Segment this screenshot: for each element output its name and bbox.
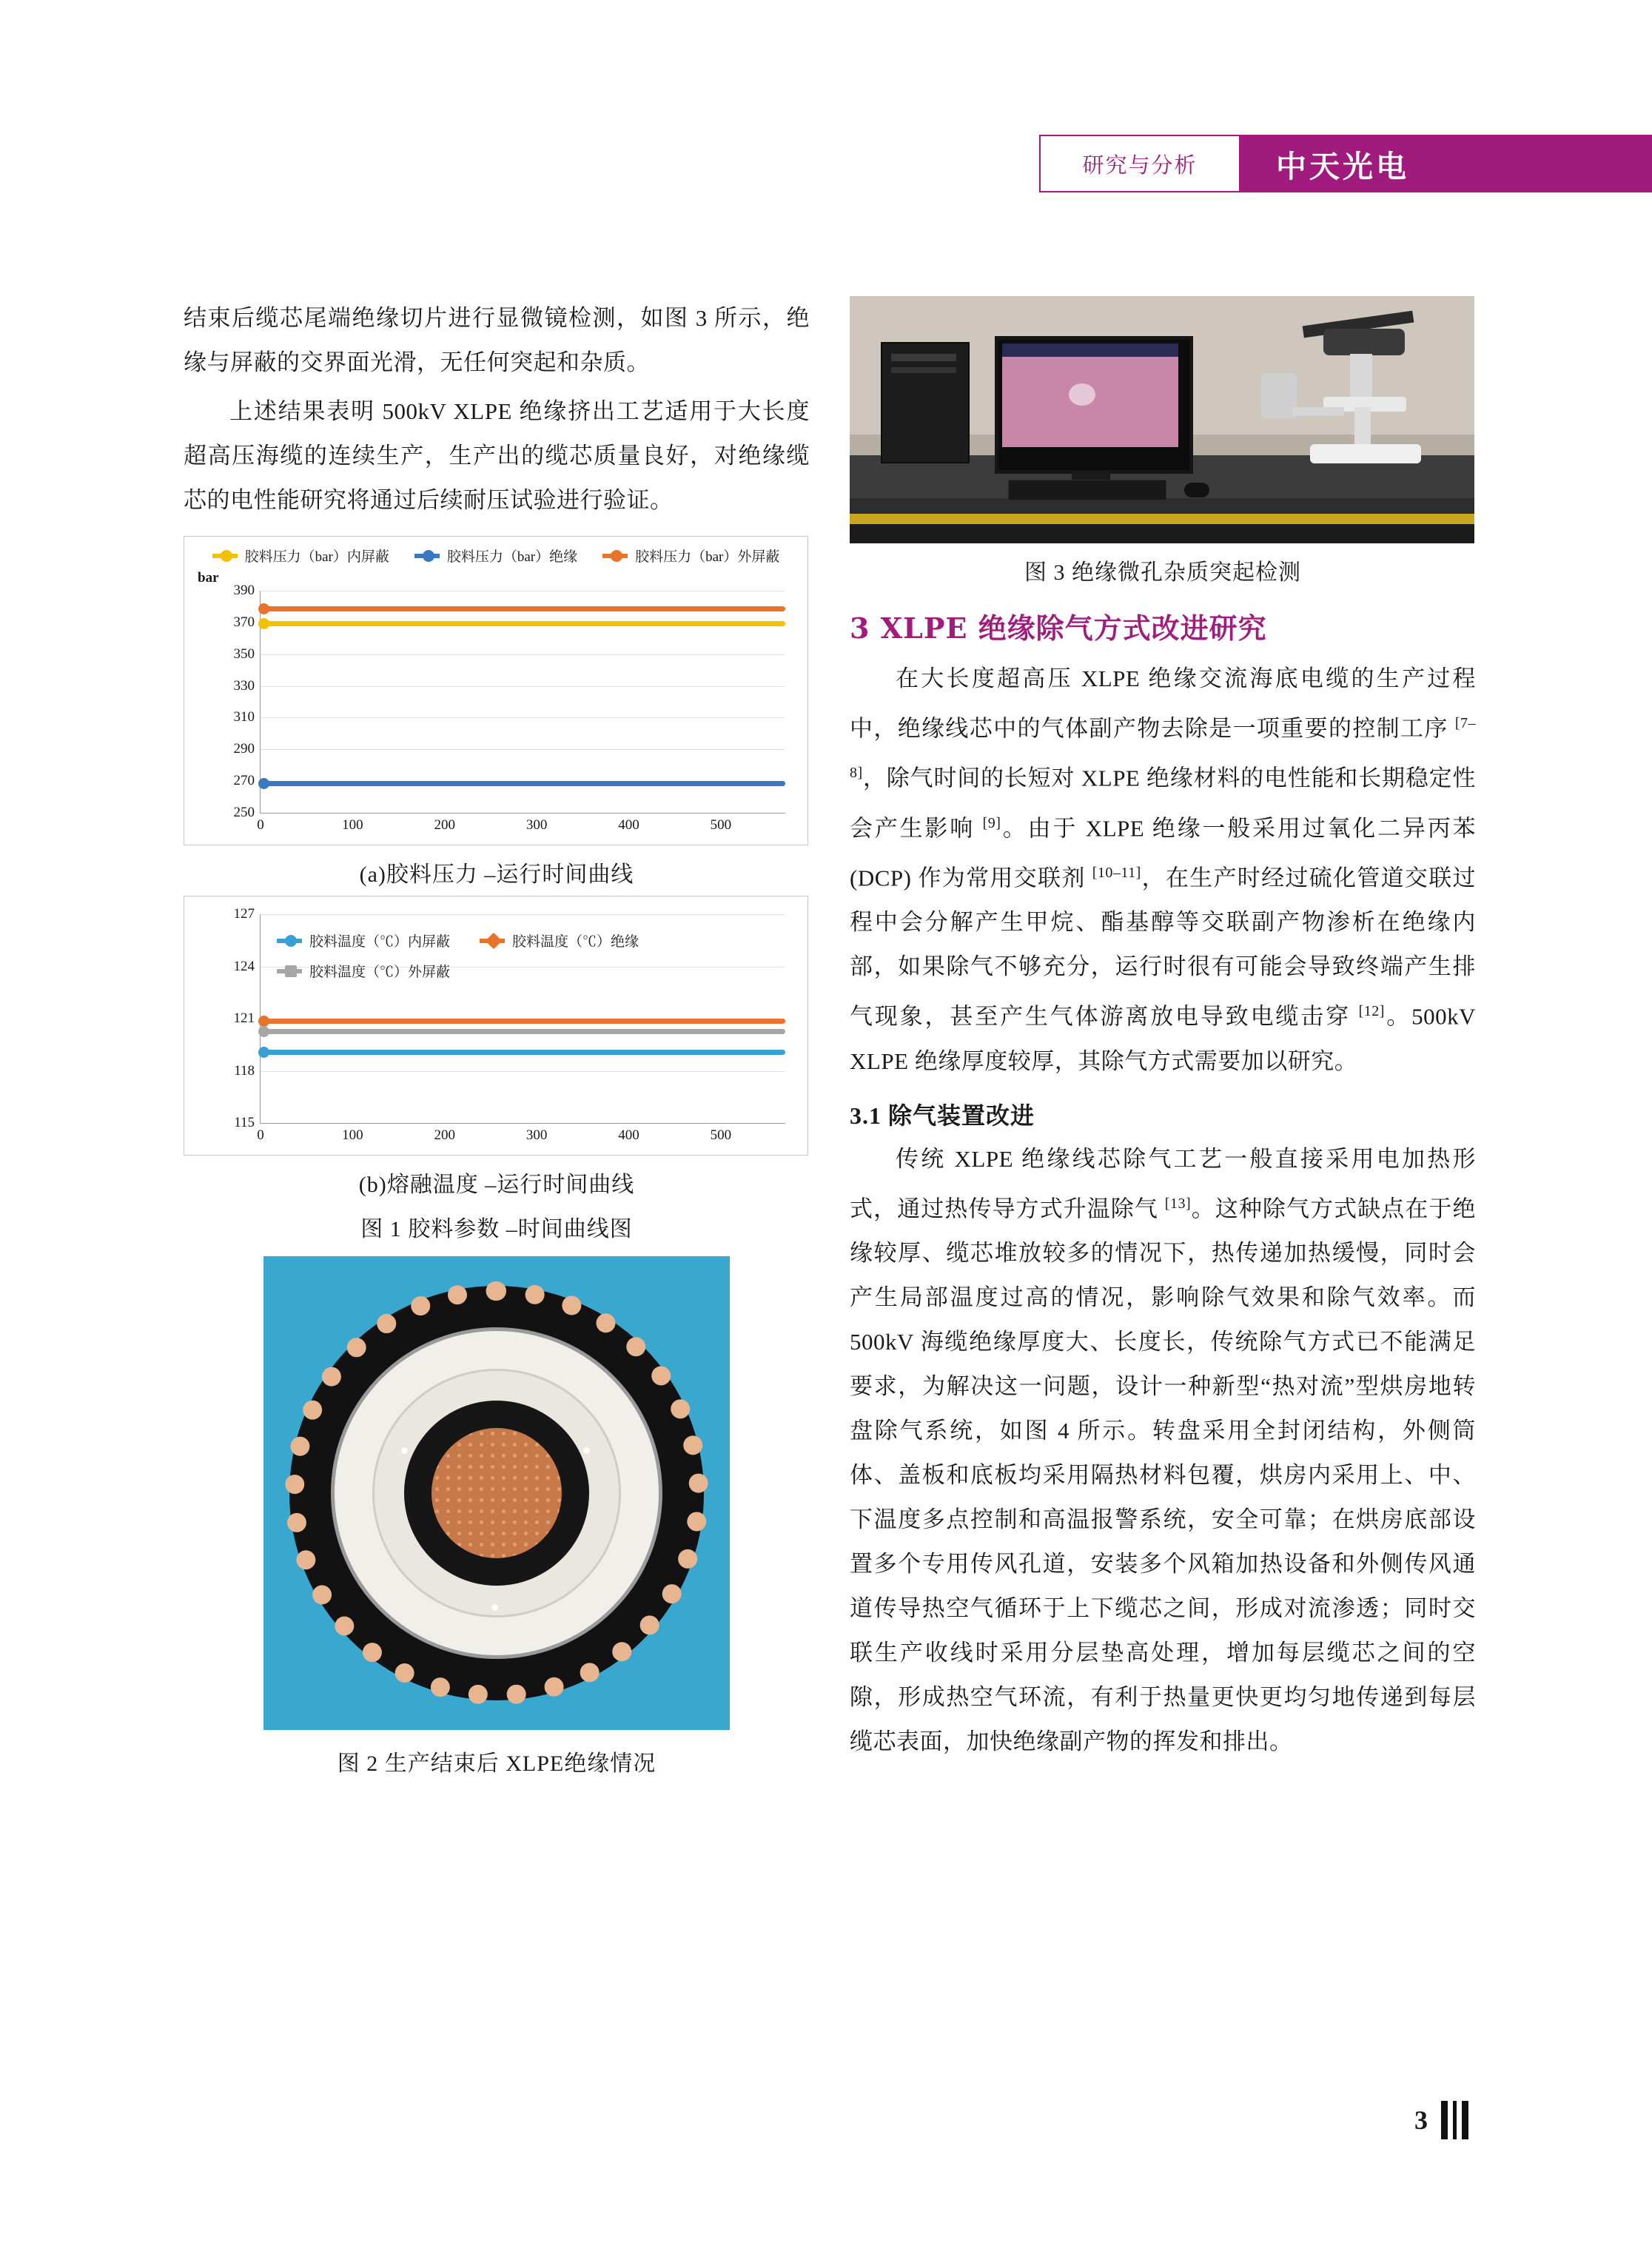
- x-tick-label: 300: [526, 1127, 548, 1143]
- legend-color-swatch-icon: [414, 554, 440, 558]
- legend-label: 胶料温度（℃）绝缘: [512, 934, 639, 950]
- legend-label: 胶料压力（bar）内屏蔽: [244, 549, 389, 565]
- y-tick-label: 390: [233, 583, 255, 598]
- right-column: [850, 296, 1476, 1768]
- chart-a-axes: [233, 583, 785, 833]
- citation-ref: [10–11]: [1092, 864, 1141, 881]
- y-tick-label: 270: [233, 773, 255, 789]
- series-line-insulation: [261, 781, 785, 786]
- series-line-insulation-temp: [261, 1019, 785, 1024]
- legend-label: 胶料温度（℃）外屏蔽: [309, 965, 451, 980]
- y-tick-label: 127: [233, 906, 255, 922]
- legend-color-swatch-icon: [277, 939, 302, 943]
- left-paragraph-1: 结束后缆芯尾端绝缘切片进行显微镜检测，如图 3 所示，绝缘与屏蔽的交界面光滑，无任何突起和杂质。: [184, 305, 810, 375]
- x-tick-label: 0: [257, 1127, 264, 1143]
- citation-ref: [13]: [1164, 1195, 1192, 1212]
- series-line-outer-shield-temp: [261, 1029, 785, 1034]
- text-run: 。由于 XLPE 绝缘一般采用过氧化二异丙苯 (DCP) 作为常用交联剂: [850, 814, 1477, 891]
- text-run: 传统 XLPE 绝缘线芯除气工艺一般直接采用电加热形式，通过热传导方式升温除气: [850, 1145, 1476, 1221]
- left-column: [184, 296, 810, 1783]
- figure2-caption: 图 2 生产结束后 XLPE绝缘情况: [337, 1751, 657, 1776]
- chart-a-unit-label: bar: [198, 570, 219, 586]
- x-tick-label: 100: [342, 817, 363, 833]
- chart-a-legend: [184, 537, 807, 570]
- x-tick-label: 400: [618, 817, 639, 833]
- x-tick-label: 400: [618, 1127, 639, 1143]
- barcode-decoration-icon: [1441, 2101, 1468, 2139]
- x-tick-label: 200: [434, 1127, 455, 1143]
- chart-a-plot-area: [184, 583, 807, 845]
- y-tick-label: 115: [234, 1115, 255, 1130]
- legend-label: 胶料压力（bar）外屏蔽: [635, 549, 780, 565]
- citation-ref: [7–8]: [850, 715, 1476, 782]
- x-tick-label: 100: [342, 1127, 363, 1143]
- y-tick-label: 121: [233, 1010, 255, 1026]
- section-3-heading: 3 XLPE 绝缘除气方式改进研究: [850, 611, 1267, 645]
- header-brand-logo: 中天光电: [1240, 135, 1652, 192]
- figure3-caption: 图 3 绝缘微孔杂质突起检测: [1024, 560, 1301, 585]
- chart-a-caption: (a)胶料压力 –运行时间曲线: [359, 862, 634, 887]
- chart-b-axes: [233, 906, 785, 1143]
- legend-color-swatch-icon: [480, 939, 505, 943]
- y-tick-label: 290: [233, 741, 255, 757]
- y-tick-label: 310: [233, 709, 255, 725]
- chart-temperature-vs-time: [184, 896, 808, 1156]
- page-number: 3: [1414, 2105, 1428, 2135]
- chart-pressure-vs-time: [184, 536, 808, 845]
- y-tick-label: 350: [233, 646, 255, 662]
- text-run: 。这种除气方式缺点在于绝缘较厚、缆芯堆放较多的情况下，热传递加热缓慢，同时会产生局部温度过高的情况，影响除气效果和除气效率。而 500kV 海缆绝缘厚度大、长度长，传统除气方式已不能满足要求，为解决这一问题，设计一种新型“热对流”型烘房地转盘除气系统，如图 4 所示。转盘采用全封闭结构，外侧筒体、盖板和底板均采用隔热材料包覆，烘房内采用上、中、下温度多点控制和高温报警系统，安全可靠；在烘房底部设置多个专用传风孔道，安装多个风箱加热设备和外侧传风通道传导热空气循环于上下缆芯之间，形成对流渗透；同时交联生产收线时采用分层垫高处理，增加每层缆芯之间的空隙，形成热空气环流，有利于热量更快更均匀地传递到每层缆芯表面，加快绝缘副产物的挥发和排出。: [850, 1195, 1477, 1754]
- legend-item: [480, 931, 639, 950]
- right-paragraph-2: [850, 1137, 1476, 1764]
- legend-item: [277, 931, 450, 950]
- legend-item: [212, 546, 389, 566]
- legend-label: 胶料压力（bar）绝缘: [446, 549, 578, 565]
- text-run: 。500kV XLPE 绝缘厚度较厚，其除气方式需要加以研究。: [850, 1003, 1477, 1074]
- legend-item: [277, 961, 450, 981]
- legend-color-swatch-icon: [212, 554, 238, 558]
- legend-label: 胶料温度（℃）内屏蔽: [309, 934, 451, 950]
- series-line-outer-shield: [261, 606, 785, 611]
- legend-color-swatch-icon: [277, 969, 302, 973]
- chart-b-legend: [277, 931, 765, 981]
- text-run: ，在生产时经过硫化管道交联过程中会分解产生甲烷、酯基醇等交联副产物渗析在绝缘内部，如果除气不够充分，运行时很有可能会导致终端产生排气现象，甚至产生气体游离放电导致电缆击穿: [850, 865, 1477, 1030]
- y-tick-label: 370: [233, 614, 255, 630]
- series-line-inner-shield-temp: [261, 1050, 785, 1055]
- citation-ref: [12]: [1358, 1003, 1385, 1020]
- page-footer: [1414, 2101, 1468, 2139]
- chart-b-caption: (b)熔融温度 –运行时间曲线: [358, 1173, 635, 1197]
- citation-ref: [9]: [982, 814, 1001, 831]
- legend-item: [602, 546, 779, 566]
- y-tick-label: 118: [234, 1062, 255, 1079]
- figure2-cable-cross-section-photo: [263, 1256, 730, 1730]
- legend-color-swatch-icon: [602, 554, 628, 558]
- text-run: ，除气时间的长短对 XLPE 绝缘材料的电性能和长期稳定性会产生影响: [850, 765, 1476, 841]
- x-tick-label: 500: [710, 817, 732, 833]
- legend-item: [414, 546, 577, 566]
- x-tick-label: 0: [257, 817, 264, 833]
- section-3-1-heading: 3.1 除气装置改进: [850, 1102, 1035, 1129]
- x-tick-label: 300: [526, 817, 548, 833]
- y-tick-label: 250: [233, 805, 255, 820]
- header-section-tag: 研究与分析: [1039, 135, 1240, 192]
- chart-b-plot-area: [184, 906, 807, 1155]
- left-paragraph-2: 上述结果表明 500kV XLPE 绝缘挤出工艺适用于大长度超高压海缆的连续生产，生产出的缆芯质量良好，对绝缘缆芯的电性能研究将通过后续耐压试验进行验证。: [184, 398, 810, 513]
- figure1-caption: 图 1 胶料参数 –时间曲线图: [360, 1217, 633, 1241]
- y-tick-label: 330: [233, 677, 255, 694]
- x-tick-label: 500: [710, 1127, 732, 1143]
- right-paragraph-1: [850, 657, 1476, 1084]
- y-tick-label: 124: [233, 958, 255, 974]
- series-line-inner-shield: [261, 621, 785, 626]
- x-tick-label: 200: [434, 817, 455, 833]
- text-run: 在大长度超高压 XLPE 绝缘交流海底电缆的生产过程中，绝缘线芯中的气体副产物去除是一项重要的控制工序: [850, 665, 1476, 742]
- page-header: [1039, 135, 1652, 192]
- figure3-microscope-lab-photo: [850, 296, 1474, 543]
